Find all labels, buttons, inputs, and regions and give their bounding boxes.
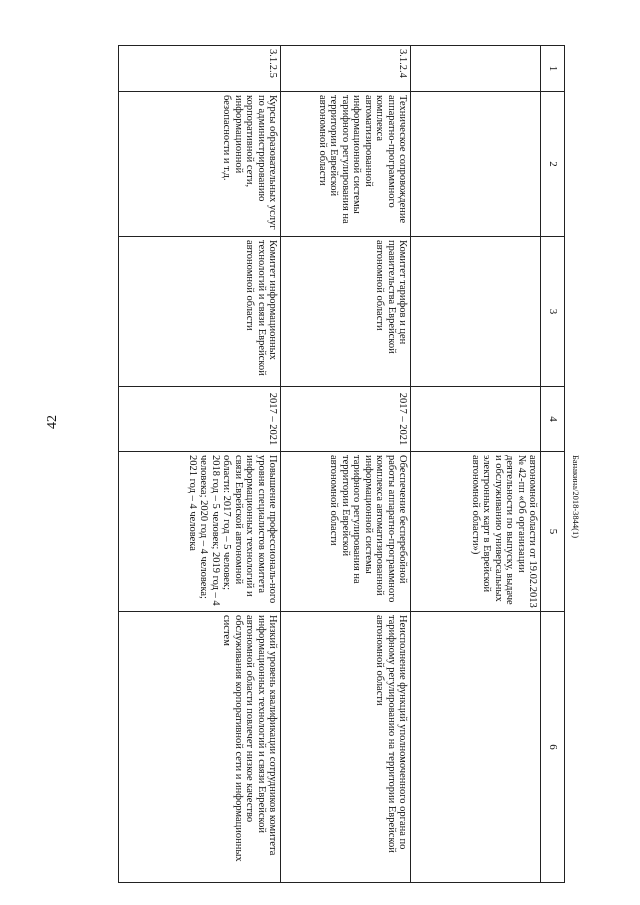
table-row xyxy=(411,46,541,883)
cell-consequence: Низкий уровень квалификации сотрудников комитета информационных технологий и связи Еврейской автономной области повлечет низкое качество обслуживания корпоративной сети и информационных систем xyxy=(119,612,281,883)
table-row xyxy=(119,46,281,883)
column-header-5: 5 xyxy=(541,452,565,612)
cell-activity-name xyxy=(411,92,541,237)
cell-consequence xyxy=(411,612,541,883)
document-reference: Банакина/2018-3844(1) xyxy=(571,455,581,539)
column-header-3: 3 xyxy=(541,237,565,387)
cell-number xyxy=(411,46,541,92)
column-header-2: 2 xyxy=(541,92,565,237)
cell-expected-result: Повышение профессиональ-ного уровня специалистов комитета информационных технологий и связи Еврейской автономной области: 2017 год – 5 человек; 2018 год – 5 человек; 2019 год – 4 человека; 2020 год – 4 человека; 2021 год – 4 человека xyxy=(119,452,281,612)
cell-expected-result: автономной области от 19.02.2013 № 42-пп «Об организации деятельности по выпуску, выдаче и обслуживанию универсальных электронных карт в Еврейской автономной области») xyxy=(411,452,541,612)
table-row xyxy=(281,46,411,883)
column-header-4: 4 xyxy=(541,387,565,452)
cell-expected-result: Обеспечение бесперебойной работы аппаратно-программного комплекса автоматизированной информационной системы тарифного регулирования на территории Еврейской автономной области xyxy=(281,452,411,612)
cell-activity-name: Техническое сопровождение аппаратно-программного комплекса автоматизированной информационной системы тарифного регулирования на территории Еврейской автономной области xyxy=(281,92,411,237)
table-header-row xyxy=(541,46,565,883)
cell-number: 3.1.2.4 xyxy=(281,46,411,92)
column-header-1: 1 xyxy=(541,46,565,92)
program-activities-table xyxy=(118,45,565,883)
column-header-6: 6 xyxy=(541,612,565,883)
cell-executor: Комитет информационных технологий и связи Еврейской автономной области xyxy=(119,237,281,387)
cell-period: 2017 – 2021 xyxy=(281,387,411,452)
cell-consequence: Неисполнение функций уполномоченного органа по тарифному регулированию на территории Еврейской автономной области xyxy=(281,612,411,883)
cell-number: 3.1.2.5 xyxy=(119,46,281,92)
cell-activity-name: Курсы образовательных услуг по администрированию корпоративной сети, информационной безопасности и т.д. xyxy=(119,92,281,237)
cell-executor: Комитет тарифов и цен правительства Еврейской автономной области xyxy=(281,237,411,387)
page-number: 42 xyxy=(45,415,60,429)
cell-period xyxy=(411,387,541,452)
cell-period: 2017 – 2021 xyxy=(119,387,281,452)
cell-executor xyxy=(411,237,541,387)
program-activities-table-wrapper xyxy=(118,45,565,882)
